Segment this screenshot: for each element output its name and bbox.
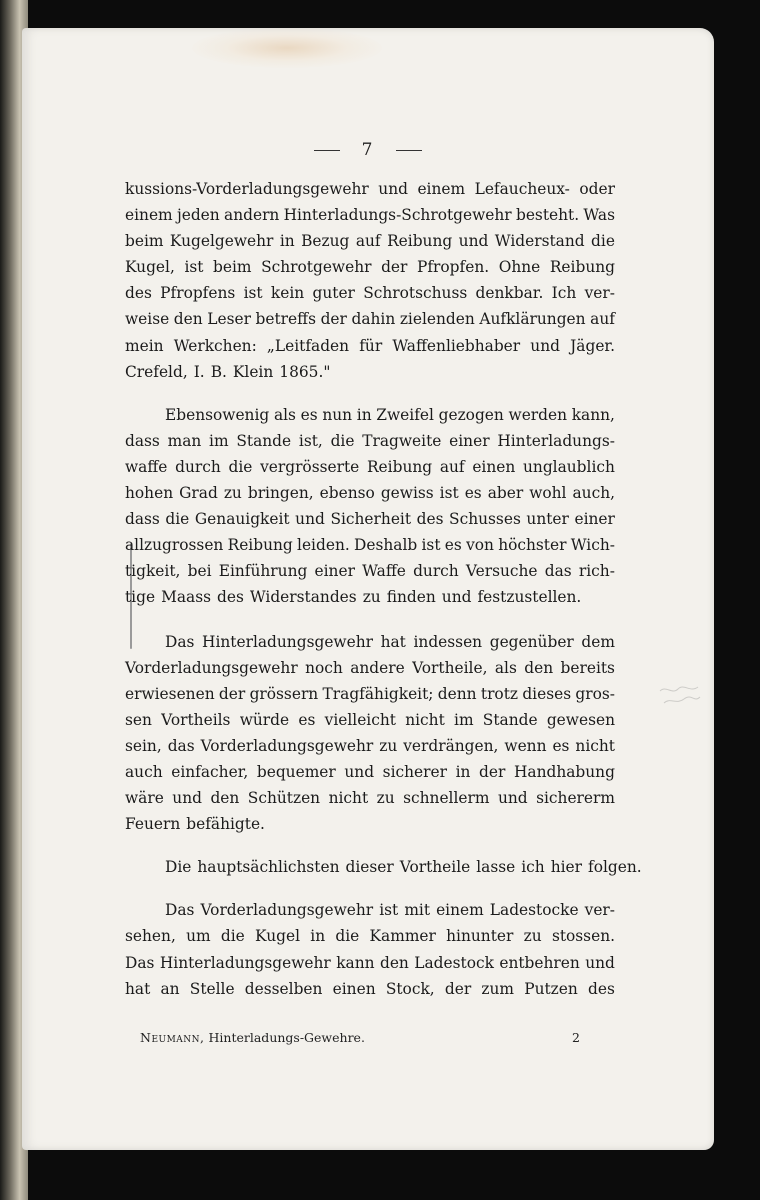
word: die [335, 927, 360, 946]
word: indessen [413, 632, 483, 651]
word: sein, [125, 736, 162, 755]
text-line [125, 811, 615, 837]
word: Reibung [387, 232, 453, 251]
word: entbehren [499, 953, 580, 972]
word: tige [125, 588, 156, 607]
word: ist, [298, 431, 323, 450]
word: Grad [179, 484, 218, 503]
word: Crefeld, [125, 362, 188, 381]
page-stain [192, 28, 382, 68]
body-text [125, 176, 642, 1002]
word: Reibung [227, 536, 293, 555]
text-line [125, 176, 615, 202]
word: vielleicht [324, 710, 396, 729]
word: Vorderladungsgewehr [200, 901, 374, 920]
pencil-margin-scribble [658, 683, 702, 709]
word: im [209, 431, 229, 450]
word: beim [125, 232, 164, 251]
word: einen [472, 457, 516, 476]
word: es [300, 405, 318, 424]
word: Genauigkeit [194, 510, 290, 529]
word: der [479, 762, 506, 781]
text-line [125, 306, 615, 332]
word: einer [314, 562, 355, 581]
word: und [172, 789, 202, 808]
word: lasse [476, 858, 516, 877]
word: für [359, 336, 383, 355]
word: Ladestock [414, 953, 494, 972]
text-line [125, 280, 615, 306]
word: höchster [498, 536, 567, 555]
word: besteht. [515, 206, 580, 225]
word: gegenüber [489, 632, 574, 651]
word: als [273, 405, 296, 424]
text-line [125, 854, 642, 880]
paragraph-gap [125, 611, 615, 629]
word: der [381, 258, 408, 277]
word: Deshalb [354, 536, 418, 555]
text-line [125, 950, 615, 976]
word: guter [312, 284, 355, 303]
word: Ich [551, 284, 577, 303]
text-line [125, 733, 615, 759]
word: Hinterladungs- [497, 431, 615, 450]
word: Kammer [369, 927, 436, 946]
word: unter [526, 510, 569, 529]
word: sehen, [125, 927, 176, 946]
word: den [210, 789, 240, 808]
word: hat [125, 979, 151, 998]
word: hauptsächlichsten [197, 858, 340, 877]
word: Wich- [570, 536, 615, 555]
word: waffe [125, 457, 168, 476]
word: und [378, 180, 408, 198]
word: Werkchen: [173, 336, 257, 355]
page-number-header [22, 140, 714, 160]
word: Stock, [385, 979, 435, 998]
word: Sicherheit [330, 510, 412, 529]
word: dass [125, 431, 160, 450]
header-dash-right [396, 150, 422, 151]
word: ist [421, 536, 441, 555]
word: das [167, 736, 195, 755]
word: verdrängen, [403, 736, 499, 755]
word: Vortheile, [412, 658, 488, 677]
word: nicht [575, 736, 615, 755]
word: befähigte. [186, 815, 265, 834]
word: Widerstand [494, 232, 585, 251]
text-line [125, 655, 615, 681]
footer-signature: 2 [572, 1030, 580, 1045]
word: Pfropfens [160, 284, 236, 303]
word: von [466, 536, 494, 555]
word: gros- [575, 684, 615, 703]
word: Versuche [465, 562, 538, 581]
word: im [454, 710, 474, 729]
word: Maass [161, 588, 211, 607]
word: wäre [125, 789, 164, 808]
word: Pfropfen. [416, 258, 490, 277]
word: Stelle [189, 979, 235, 998]
word: kann [336, 953, 375, 972]
word: die [591, 232, 615, 251]
word: folgen. [588, 858, 642, 877]
word: den [524, 658, 554, 677]
word: gewiss [380, 484, 434, 503]
word: Waffenliebhaber [392, 336, 521, 355]
word: B. [210, 362, 227, 381]
word: Leser [207, 310, 251, 329]
word: und [295, 510, 325, 529]
paragraph-gap [125, 837, 615, 854]
word: sichererm [536, 789, 615, 808]
word: I. [193, 362, 205, 381]
word: allzugrossen [125, 536, 224, 555]
word: der [320, 310, 347, 329]
word: Kugel [255, 927, 301, 946]
word: denn [437, 684, 477, 703]
word: Was [583, 206, 615, 225]
word: Die [165, 858, 192, 877]
word: Schusses [449, 510, 521, 529]
word: es [464, 484, 482, 503]
word: bringen, [247, 484, 314, 503]
word: ver- [584, 901, 615, 920]
word: der [218, 684, 246, 703]
word: Vorderladungsgewehr [200, 736, 374, 755]
text-line [125, 333, 615, 359]
word: Widerstandes [249, 588, 357, 607]
page-footer [140, 1030, 580, 1045]
word: auch, [572, 484, 615, 503]
word: würde [239, 710, 290, 729]
word: es [298, 710, 316, 729]
text-line [125, 897, 615, 923]
word: dem [581, 632, 615, 651]
word: hinunter [446, 927, 514, 946]
word: und [441, 588, 472, 607]
word: sicherer [382, 762, 447, 781]
word: noch [305, 658, 343, 677]
word: Zweifel [376, 405, 434, 424]
word: unglaublich [523, 457, 615, 476]
word: als [494, 658, 517, 677]
word: weise [125, 310, 170, 329]
text-line [125, 785, 615, 811]
word: Reibung [366, 457, 433, 476]
word: leiden. [297, 536, 350, 555]
word: trotz [480, 684, 518, 703]
word: in [310, 927, 326, 946]
word: rich- [578, 562, 615, 581]
word: einfacher, [171, 762, 249, 781]
word: ich [521, 858, 545, 877]
word: tigkeit, [125, 562, 181, 581]
text-line [125, 759, 615, 785]
word: betreffs [255, 310, 316, 329]
word: des [217, 588, 244, 607]
word: die [165, 510, 190, 529]
word: grössern [249, 684, 319, 703]
text-line [125, 558, 615, 584]
word: Stande [236, 431, 292, 450]
word: ist [184, 258, 204, 277]
word: denkbar. [475, 284, 544, 303]
word: bereits [560, 658, 615, 677]
text-line [125, 976, 615, 1002]
text-line [125, 228, 615, 254]
word: Tragfähigkeit; [322, 684, 434, 703]
word: oder [579, 180, 615, 198]
word: ebenso [319, 484, 375, 503]
word: zu [362, 588, 381, 607]
text-line [125, 584, 615, 610]
word: Stande [482, 710, 538, 729]
text-line [125, 681, 615, 707]
word: auf [439, 457, 465, 476]
word: zu [523, 927, 542, 946]
word: kein [270, 284, 305, 303]
word: gewesen [546, 710, 615, 729]
word: wohl [529, 484, 567, 503]
word: zu [223, 484, 242, 503]
word: erwiesenen [125, 684, 215, 703]
paragraph [125, 402, 615, 611]
paragraph [125, 854, 642, 880]
paragraph-gap [125, 385, 615, 402]
word: Schützen [247, 789, 321, 808]
word: zielenden [399, 310, 475, 329]
word: den [173, 310, 203, 329]
word: in [455, 762, 471, 781]
word: und [344, 762, 375, 781]
page-number: 7 [361, 140, 375, 160]
word: zum [481, 979, 515, 998]
word: der [444, 979, 472, 998]
text-line [125, 707, 615, 733]
word: ist [379, 901, 399, 920]
paragraph [125, 176, 615, 385]
word: nun [322, 405, 353, 424]
word: hat [380, 632, 406, 651]
header-dash-left [314, 150, 340, 151]
word: sen [125, 710, 152, 729]
word: Vorderladungsgewehr [125, 658, 298, 677]
text-line [125, 402, 615, 428]
word: ist [243, 284, 263, 303]
word: nicht [405, 710, 445, 729]
word: mit [404, 901, 431, 920]
word: mein [125, 336, 164, 355]
word: desselben [244, 979, 323, 998]
word: Einführung [218, 562, 308, 581]
word: andern [224, 206, 280, 225]
word: Das [165, 901, 195, 920]
word: durch [175, 457, 221, 476]
word: auf [590, 310, 615, 329]
text-line [125, 506, 615, 532]
word: Bezug [301, 232, 350, 251]
word: zu [376, 789, 395, 808]
word: 1865." [279, 362, 331, 381]
word: Hinterladungsgewehr [159, 953, 331, 972]
word: stossen. [551, 927, 615, 946]
word: des [588, 979, 615, 998]
word: Reibung [549, 258, 615, 277]
word: auf [355, 232, 381, 251]
word: dieser [345, 858, 394, 877]
word: Handhabung [513, 762, 615, 781]
word: schnellerm [403, 789, 490, 808]
word: man [167, 431, 202, 450]
text-line [125, 202, 615, 228]
word: werden [508, 405, 568, 424]
paragraph [125, 897, 615, 1001]
word: finden [386, 588, 436, 607]
text-line [125, 454, 615, 480]
word: Schrotschuss [363, 284, 468, 303]
word: es [444, 536, 462, 555]
word: vergrösserte [260, 457, 360, 476]
word: jeden [176, 206, 220, 225]
word: ver- [584, 284, 615, 303]
word: und [585, 953, 615, 972]
word: in [356, 405, 372, 424]
text-line [125, 629, 615, 655]
word: Jäger. [570, 336, 615, 355]
word: Feuern [125, 815, 181, 834]
word: kussions-Vorderladungsgewehr [125, 180, 369, 198]
word: Lefaucheux- [474, 180, 570, 198]
word: durch [413, 562, 459, 581]
word: es [552, 736, 570, 755]
text-line [125, 480, 615, 506]
word: beim [213, 258, 252, 277]
word: und [497, 789, 528, 808]
word: hohen [125, 484, 174, 503]
word: an [160, 979, 180, 998]
word: bei [187, 562, 212, 581]
word: des [125, 284, 152, 303]
footer-author: Neumann, [140, 1030, 205, 1045]
word: einem [436, 901, 484, 920]
word: einen [332, 979, 376, 998]
text-line [125, 428, 615, 454]
word: einer [574, 510, 615, 529]
word: die [220, 927, 245, 946]
word: die [330, 431, 355, 450]
word: wenn [504, 736, 547, 755]
word: Das [165, 632, 195, 651]
word: bequemer [256, 762, 336, 781]
word: Hinterladungsgewehr [202, 632, 373, 651]
word: Hinterladungs-Schrotgewehr [283, 206, 512, 225]
word: einem [125, 206, 173, 225]
word: Das [125, 953, 155, 972]
word: hier [550, 858, 583, 877]
word: den [379, 953, 409, 972]
word: nicht [328, 789, 369, 808]
word: dahin [351, 310, 396, 329]
footer-imprint [140, 1030, 365, 1045]
word: des [416, 510, 444, 529]
text-line [125, 359, 615, 385]
word: und [530, 336, 560, 355]
word: Kugel, [125, 258, 175, 277]
word: das [544, 562, 572, 581]
word: andere [350, 658, 405, 677]
word: Klein [232, 362, 274, 381]
text-line [125, 923, 615, 949]
word: gezogen [438, 405, 504, 424]
word: ist [439, 484, 459, 503]
word: in [279, 232, 295, 251]
word: Vortheils [161, 710, 231, 729]
word: Aufklärungen [479, 310, 586, 329]
word: einem [417, 180, 466, 198]
word: aber [487, 484, 524, 503]
footer-title: Hinterladungs-Gewehre. [208, 1030, 365, 1045]
word: die [228, 457, 253, 476]
text-line [125, 532, 615, 558]
paragraph-gap [125, 880, 615, 897]
word: auch [125, 762, 163, 781]
word: Ladestocke [489, 901, 579, 920]
word: und [458, 232, 489, 251]
word: Vortheile [399, 858, 471, 877]
word: Kugelgewehr [169, 232, 274, 251]
word: Putzen [524, 979, 578, 998]
word: um [186, 927, 211, 946]
word: einer [449, 431, 490, 450]
word: dass [125, 510, 160, 529]
word: dieses [522, 684, 572, 703]
word: zu [379, 736, 398, 755]
word: Tragweite [362, 431, 442, 450]
word: Ohne [498, 258, 541, 277]
paragraph [125, 629, 615, 838]
word: festzustellen. [477, 588, 582, 607]
text-line [125, 254, 615, 280]
word: kann, [571, 405, 615, 424]
word: Ebensowenig [165, 405, 270, 424]
word: „Leitfaden [266, 336, 350, 355]
word: Schrotgewehr [261, 258, 372, 277]
word: Waffe [362, 562, 406, 581]
